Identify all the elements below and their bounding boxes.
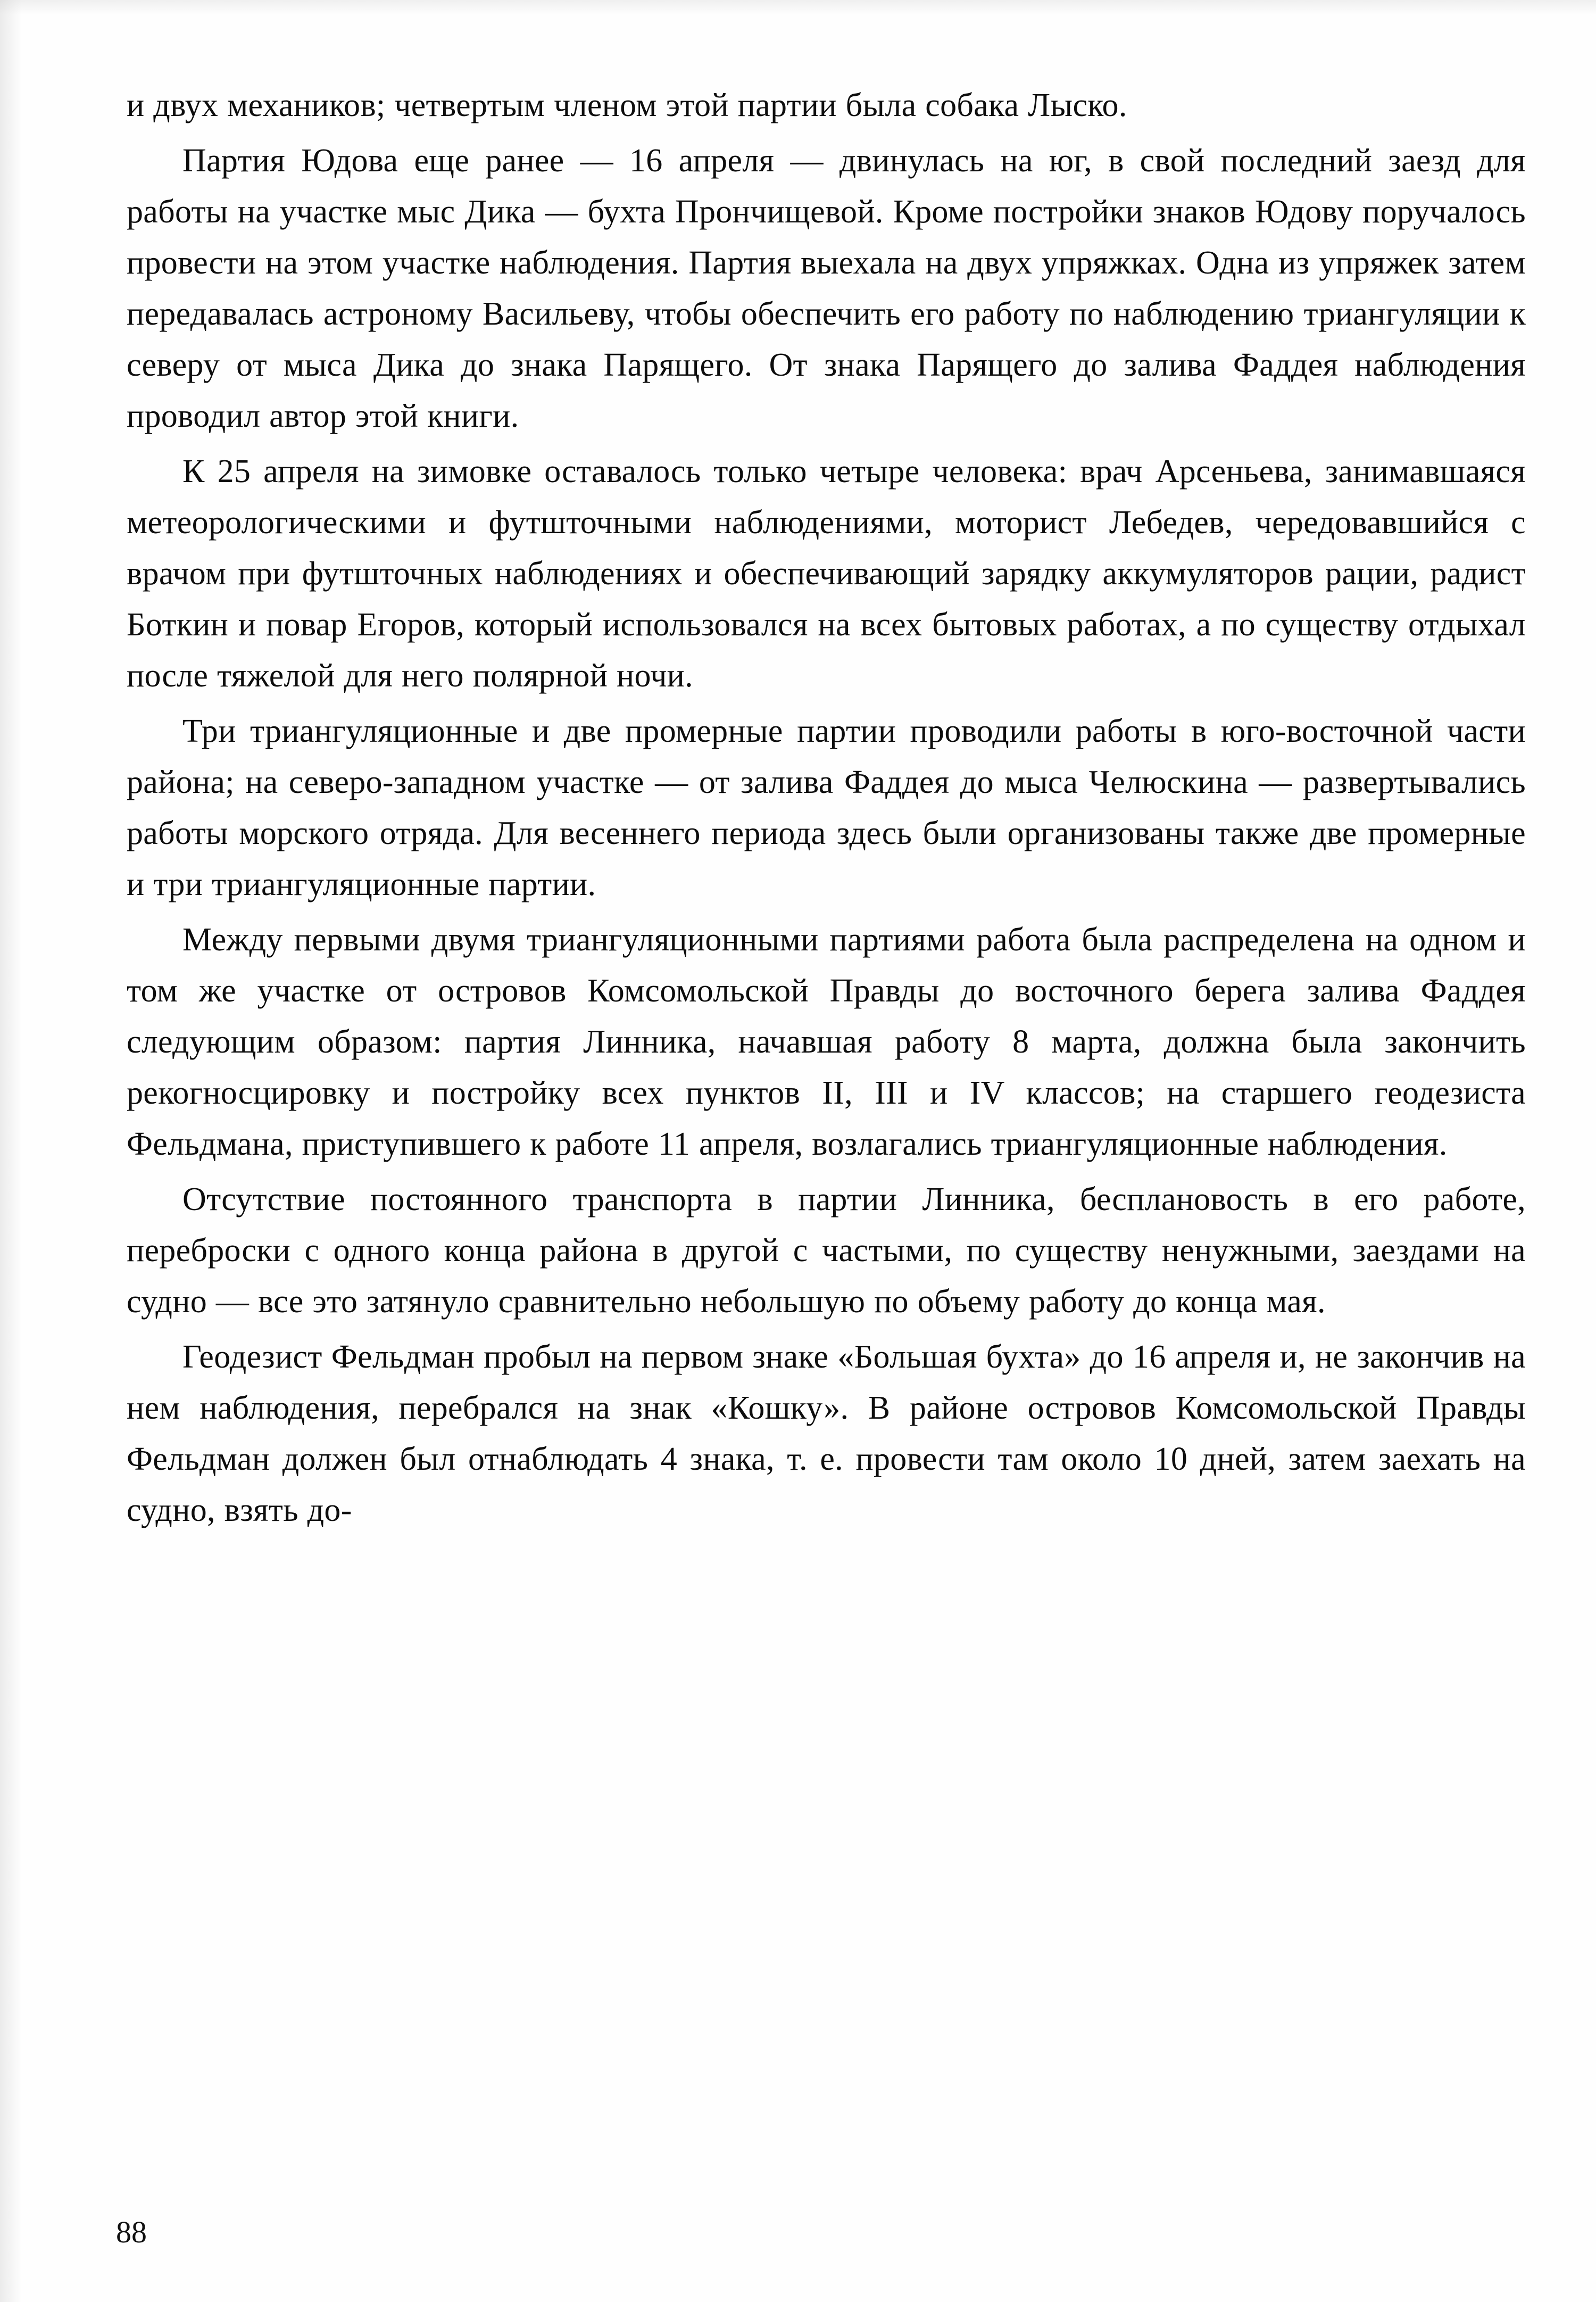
page-number: 88 bbox=[116, 2215, 147, 2249]
page-left-shading bbox=[0, 0, 21, 2302]
paragraph-5: Между первыми двумя триангуляционными партиями работа была распределена на одном и том же участке от островов Комсомольской Правды до восточного берега залива Фаддея следующим образом: партия Линника, начавшая работу 8 марта, должна была закончить рекогносцировку и постройку всех пунктов II, III и IV классов; на старшего геодезиста Фельдмана, приступившего к работе 11 апреля, возлагались триангуляционные наблюдения. bbox=[127, 922, 1526, 1162]
paragraph-2: Партия Юдова еще ранее — 16 апреля — двинулась на юг, в свой последний заезд для работы на участке мыс Дика — бухта Прончищевой. Кроме постройки знаков Юдову поручалось провести на этом участке наблюдения. Партия выехала на двух упряжках. Одна из упряжек затем передавалась астрономy Васильеву, чтобы обеспечить его работу по наблюдению триангуляции к северу от мыса Дика до знака Парящего. От знака Парящего до залива Фаддея наблюдения проводил автор этой книги. bbox=[127, 143, 1526, 434]
paragraph-7: Геодезист Фельдман пробыл на первом знаке «Большая бухта» до 16 апреля и, не закончив на нем наблюдения, перебрался на знак «Кошку». В районе островов Комсомольской Правды Фельдман должен был отнаблюдать 4 знака, т. е. провести там около 10 дней, затем заехать на судно, взять до- bbox=[127, 1339, 1526, 1528]
paragraph-4: Три триангуляционные и две промерные партии проводили работы в юго-восточной части района; на северо-западном участке — от залива Фаддея до мыса Челюскина — развертывались работы морского отряда. Для весеннего периода здесь были организованы также две промерные и три триангуляционные партии. bbox=[127, 713, 1526, 902]
page-top-shading bbox=[0, 0, 1596, 15]
paragraph-6: Отсутствие постоянного транспорта в партии Линника, бесплановость в его работе, переброски с одного конца района в другой с частыми, по существу ненужными, заездами на судно — все это затянуло сравнительно небольшую по объему работу до конца мая. bbox=[127, 1181, 1526, 1320]
paragraph-3: К 25 апреля на зимовке оставалось только четыре человека: врач Арсеньева, занимавшаяся метеорологическими и футшточными наблюдениями, моторист Лебедев, чередовавшийся с врачом при футшточных наблюдениях и обеспечивающий зарядку аккумуляторов рации, радист Боткин и повар Егоров, который использовался на всех бытовых работах, а по существу отдыхал после тяжелой для него полярной ночи. bbox=[127, 453, 1526, 694]
paragraph-1: и двух механиков; четвертым членом этой партии была собака Лыско. bbox=[127, 87, 1127, 123]
body-text-column bbox=[127, 80, 1526, 1540]
